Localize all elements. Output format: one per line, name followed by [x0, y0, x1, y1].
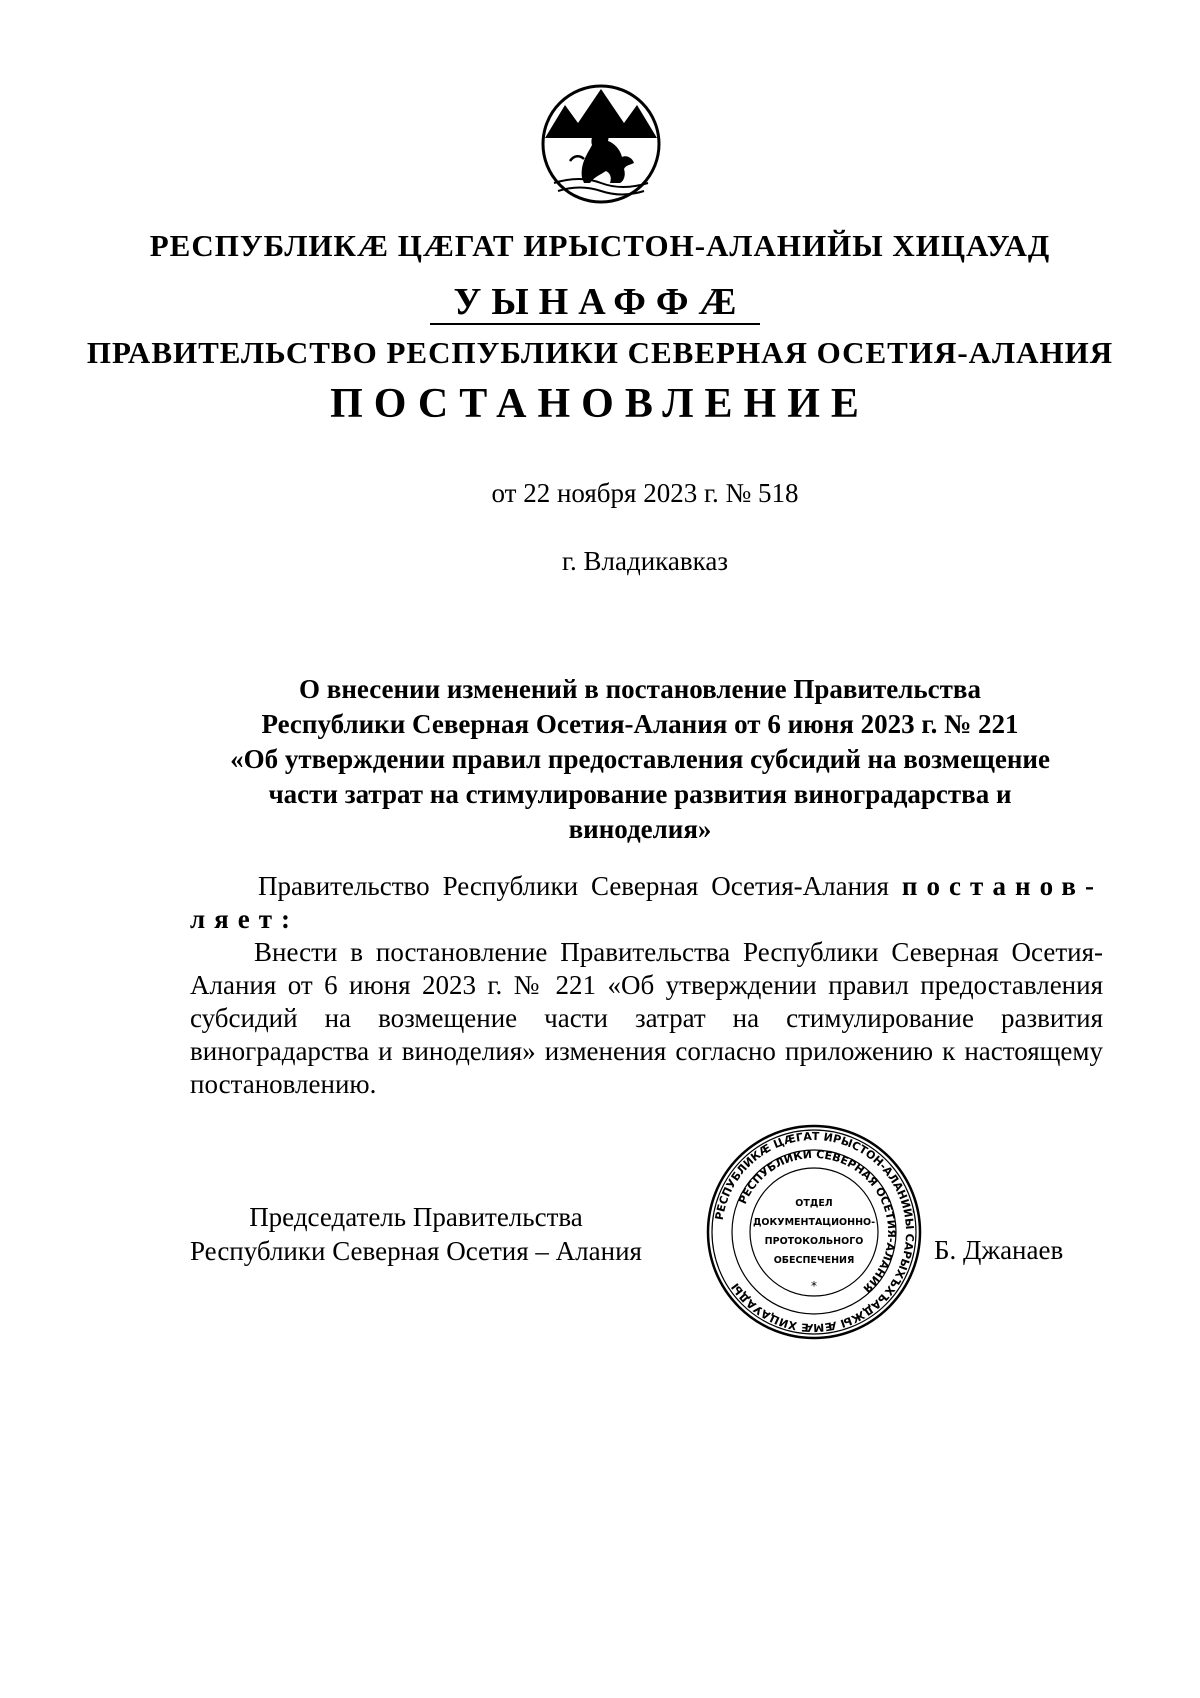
ossetian-document-type: УЫНАФФӔ [453, 281, 747, 323]
preamble-continuation [190, 903, 1103, 936]
russian-government-name: ПРАВИТЕЛЬСТВО РЕСПУБЛИКИ СЕВЕРНАЯ ОСЕТИЯ-АЛАНИЯ [86, 335, 1114, 370]
title-line: Республики Северная Осетия-Алания от 6 июня 2023 г. № 221 [261, 709, 1019, 739]
title-line: части затрат на стимулирование развития виноградарства и [268, 779, 1012, 809]
document-date-number: от 22 ноября 2023 г. № 518 [491, 478, 799, 508]
signer-position-line: Республики Северная Осетия – Алания [190, 1236, 642, 1266]
stamp-outer-text: РЕСПУБЛИКӔ ЦӔГАТ ИРЫСТОН-АЛАНИЙЫ САРЫХЪХЪАДЖЫ ӔМӔ ХИЦАУАДЫ [712, 1129, 917, 1335]
title-line: О внесении изменений в постановление Правительства [299, 674, 981, 704]
ossetian-government-name: РЕСПУБЛИКӔ ЦӔГАТ ИРЫСТОН-АЛАНИЙЫ ХИЦАУАД [149, 228, 1051, 263]
stamp-center-line: ОТДЕЛ [795, 1198, 833, 1209]
signer-position-line: Председатель Правительства [249, 1202, 583, 1232]
stamp-center-line: ПРОТОКОЛЬНОГО [764, 1236, 864, 1247]
preamble-verb-part-2: ляет [190, 904, 282, 934]
document-city: г. Владикавказ [562, 546, 728, 576]
title-line: «Об утверждении правил предоставления субсидий на возмещение [230, 744, 1050, 774]
preamble-verb-part-1: постанов- [901, 871, 1103, 901]
title-line: виноделия» [568, 814, 712, 844]
preamble-colon: : [281, 904, 291, 934]
preamble-line [190, 870, 1103, 903]
signer-position [190, 1200, 642, 1268]
stamp-inner-text: РЕСПУБЛИКИ СЕВЕРНАЯ ОСЕТИЯ-АЛАНИЯ [735, 1147, 899, 1296]
document-body [190, 870, 1103, 1101]
document-title [200, 672, 1080, 847]
resolution-paragraph: Внести в постановление Правительства Республики Северная Осетия-Алания от 6 июня 2023 г. № 221 «Об утверждении правил предоставления субсидий на возмещение части затрат на стимулирование развития виноградарства и виноделия» изменения согласно приложению к настоящему постановлению. [190, 937, 1103, 1099]
coat-of-arms-emblem [540, 83, 662, 205]
stamp-center-line: ОБЕСПЕЧЕНИЯ [773, 1255, 855, 1266]
preamble-text: Правительство Республики Северная Осетия-Алания [258, 871, 889, 901]
russian-document-type: ПОСТАНОВЛЕНИЕ [330, 381, 870, 427]
stamp-star-icon: * [811, 1279, 817, 1293]
signer-name: Б. Джанаев [934, 1235, 1064, 1265]
header-divider [430, 323, 760, 325]
official-stamp [704, 1122, 924, 1342]
stamp-center-line: ДОКУМЕНТАЦИОННО- [752, 1217, 876, 1228]
